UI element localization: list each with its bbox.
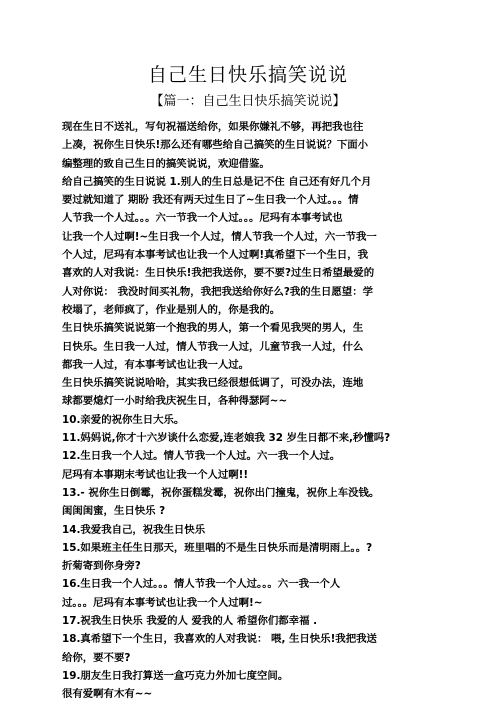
document-title: 自己生日快乐搞笑说说 (147, 64, 348, 86)
body-line: 人对你说： 我没时间买礼物，我把我送给你好么?我的生日愿望：学 (62, 285, 373, 298)
body-line: 闺闺闺蜜，生日快乐 ? (62, 505, 166, 518)
body-line: 折菊寄到你身旁? (62, 560, 141, 573)
body-line: 日快乐。生日我一人过，情人节我一人过，儿童节我一人过，什么 (62, 340, 364, 353)
body-line: 生日快乐搞笑说说哈哈，其实我已经很想低调了，可没办法，连地 (62, 377, 364, 390)
body-line: 17.祝我生日快乐 我爱的人 爱我的人 希望你们都幸福 . (62, 615, 318, 628)
body-line: 18.真希望下一个生日，我喜欢的人对我说： 喂, 生日快乐!我把我送 (62, 633, 377, 646)
body-line: 19.朋友生日我打算送一盒巧克力外加七度空间。 (62, 669, 289, 682)
body-line: 给你，要不要? (62, 651, 131, 664)
body-line: 14.我爱我自己，祝我生日快乐 (62, 523, 206, 536)
body-line: 人节我一个人过。。。六一节我一个人过。。。尼玛有本事考试也 (62, 212, 343, 225)
body-line: 尼玛有本事期末考试也让我一个人过啊!! (62, 468, 249, 481)
body-line: 11.妈妈说,你才十六岁谈什么恋爱,连老娘我 32 岁生日都不来,秒懂吗? (62, 432, 391, 445)
body-line: 10.亲爱的祝你生日大乐。 (62, 413, 185, 426)
body-line: 球都要熄灯一小时给我庆祝生日，各种得瑟阿~~ (62, 395, 288, 408)
body-line: 12.生日我一个人过。情人节我一个人过。六一我一个人过。 (62, 450, 341, 463)
document-subtitle: 【篇一：自己生日快乐搞笑说说】 (150, 94, 346, 109)
body-line: 喜欢的人对我说：生日快乐!我把我送你，要不要?过生日希望最爱的 (62, 267, 375, 280)
body-line: 生日快乐搞笑说说第一个抱我的男人，第一个看见我哭的男人，生 (62, 322, 364, 335)
body-line: 16.生日我一个人过。。。情人节我一个人过。。。六一我一个人 (62, 578, 341, 591)
body-line: 现在生日不送礼，写句祝福送给你，如果你嫌礼不够，再把我也往 (62, 121, 364, 133)
body-line: 个人过，尼玛有本事考试也让我一个人过啊!真希望下一个生日，我 (62, 249, 369, 262)
body-line: 上凑，祝你生日快乐!那么还有哪些给自己搞笑的生日说说？下面小 (62, 139, 369, 152)
body-line: 编整理的致自己生日的搞笑说说，欢迎借鉴。 (62, 157, 270, 170)
body-line: 要过就知道了 期盼 我还有两天过生日了~生日我一个人过。。。情 (62, 194, 359, 207)
body-line: 15.如果班主任生日那天，班里唱的不是生日快乐而是清明雨上。。? (62, 541, 373, 554)
body-line: 校塌了，老师疯了，作业是别人的，你是我的。 (62, 303, 281, 316)
body-line: 都我一人过，有本事考试也让我一人过。 (62, 358, 250, 371)
body-line: 让我一个人过啊!~生日我一个人过，情人节我一个人过，六一节我一 (62, 230, 377, 243)
body-line: 给自己搞笑的生日说说 1.别人的生日总是记不住 自己还有好几个月 (62, 175, 372, 188)
document-body (62, 118, 438, 704)
body-line: 过。。。尼玛有本事考试也让我一个人过啊!~ (62, 596, 263, 609)
body-line: 13.- 祝你生日倒霉，祝你蛋糕发霉，祝你出门撞鬼，祝你上车没钱。 (62, 486, 380, 499)
body-line: 很有爱啊有木有~~ (62, 688, 153, 701)
